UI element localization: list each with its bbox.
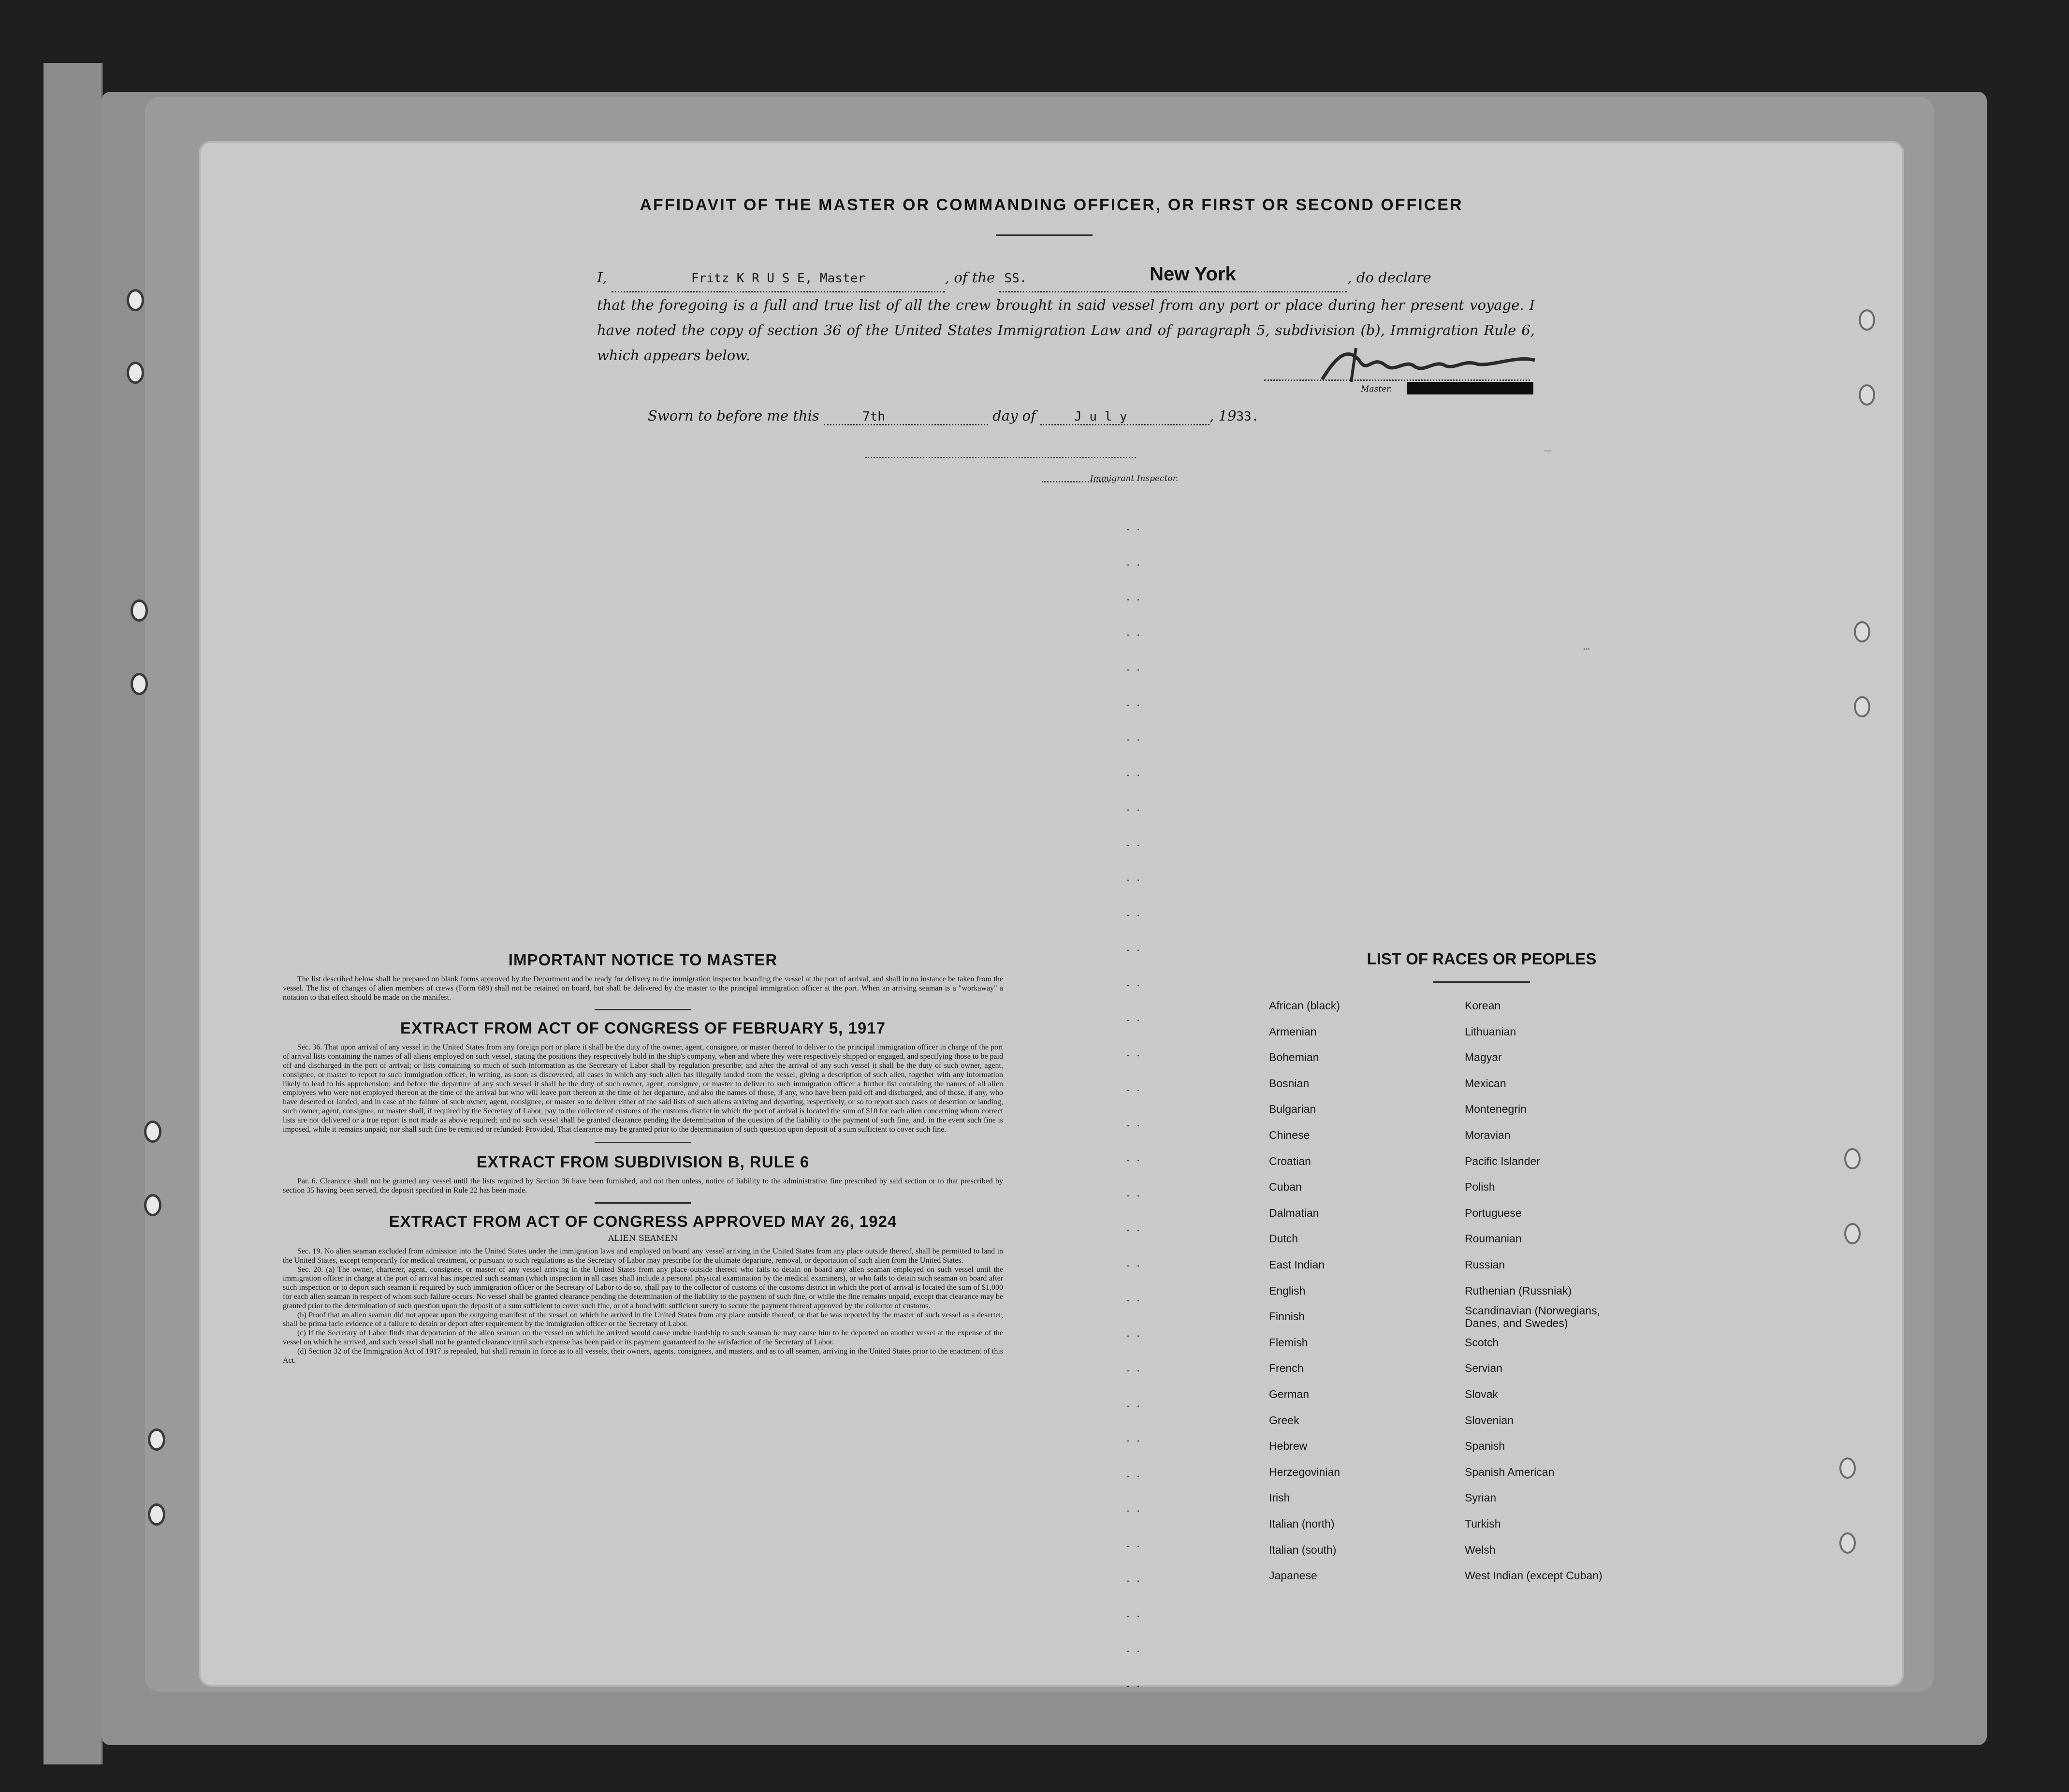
page-hole: [1839, 1457, 1856, 1479]
race-item: Dutch: [1269, 1232, 1298, 1245]
declaration-body: that the foregoing is a full and true list of all the crew brought in said vessel from any port or place during her present voyage. I have noted the copy of section 36 of the United States Immigration Law and of paragraph 5, subdivision (b), Immigration Rule 6, which appears below.: [597, 297, 1535, 364]
race-item: Cuban: [1269, 1180, 1302, 1194]
race-item: Mexican: [1465, 1077, 1506, 1090]
race-item: Moravian: [1465, 1129, 1511, 1141]
extract-1924-subtitle: ALIEN SEAMEN: [608, 1233, 678, 1243]
section-divider: [595, 1142, 691, 1143]
race-item: Armenian: [1269, 1025, 1317, 1038]
page-hole: [1854, 696, 1870, 717]
day-of-label: day of: [992, 408, 1036, 424]
race-item: Bohemian: [1269, 1051, 1319, 1064]
race-item: Japanese: [1269, 1569, 1317, 1582]
race-item: Scandinavian (Norwegians, Danes, and Swedes): [1465, 1304, 1600, 1330]
form-dot-column: .. .. .. .. .. .. .. .. .. .. .. .. .. .. .. .. .. .. .. .. .. .. .. .. .. .. .. .. .. .. .. .. .. ..: [1126, 521, 1147, 1690]
race-item: Spanish American: [1465, 1465, 1555, 1478]
race-item: Russian: [1465, 1258, 1505, 1271]
race-item: Hebrew: [1269, 1440, 1308, 1453]
race-item: African (black): [1269, 999, 1340, 1012]
extract-1924-title: EXTRACT FROM ACT OF CONGRESS APPROVED MAY 26, 1924: [389, 1212, 897, 1230]
page-hole: [1859, 384, 1875, 406]
race-item: Spanish: [1465, 1440, 1505, 1453]
binder-hole: [148, 1503, 165, 1526]
title-divider: [996, 234, 1093, 236]
notice-title: IMPORTANT NOTICE TO MASTER: [508, 951, 778, 969]
rule6-text: Par. 6. Clearance shall not be granted any vessel until the lists required by Section 36 have been furnished, and not then unless, notice of liability to the administrative fine prescribed by said section or to that prescribed by section 35 having been served, the deposit specified in Rule 22 has been made.: [283, 1177, 1003, 1195]
binder-hole: [144, 1194, 161, 1216]
race-item: Herzegovinian: [1269, 1465, 1340, 1478]
sworn-day-field: 7th: [824, 409, 988, 425]
declaration-of-the: , of the: [945, 269, 995, 286]
page-hole: [1839, 1532, 1856, 1554]
race-item: Bulgarian: [1269, 1103, 1316, 1116]
race-item: Roumanian: [1465, 1232, 1522, 1245]
page-hole: [1844, 1223, 1861, 1244]
sec20c-text: (c) If the Secretary of Labor finds that deportation of the alien seaman on the vessel on which he arrived would cause undue hardship to such seaman he may cause him to be deported on another vessel at the expense of the vessel on which he arrived, and such vessel shall not be granted clearance until such expense has been paid or its payment guaranteed to the satisfaction of the Secretary of Labor.: [283, 1329, 1003, 1346]
race-item: Croatian: [1269, 1154, 1311, 1167]
binder-hole: [131, 673, 148, 695]
declaration-i: I,: [597, 269, 607, 286]
race-item: German: [1269, 1388, 1310, 1400]
race-item: Magyar: [1465, 1051, 1502, 1064]
vessel-name: New York: [1150, 263, 1236, 285]
races-divider: [1433, 981, 1530, 983]
race-item: French: [1269, 1362, 1304, 1375]
section-divider: [595, 1009, 691, 1010]
master-name-field: Fritz K R U S E, Master: [612, 266, 945, 292]
race-item: Welsh: [1465, 1543, 1496, 1556]
sec20d-text: (d) Section 32 of the Immigration Act of 1917 is repealed, but shall remain in force as to all vessels, their owners, agents, consignees, and masters, and as to all seamen, arriving in the United States prior to the enactment of this Act.: [283, 1347, 1003, 1365]
notice-text: The list described below shall be prepared on blank forms approved by the Department and be ready for delivery to the immigration inspector boarding the vessel at the port of arrival, and shall in no instance be taken from the vessel. The list of changes of alien members of crews (Form 689) shall not be retained on board, but shall be delivered by the master to the principal immigration officer at the port. When an arriving seaman is a "workaway" a notation to that effect should be made on the manifest.: [283, 975, 1003, 1002]
inspector-label: Immigrant Inspector.: [1090, 474, 1179, 483]
race-item: Servian: [1465, 1362, 1502, 1375]
race-item: Bosnian: [1269, 1077, 1310, 1090]
inspector-signature-line: [865, 457, 1136, 458]
race-item: Syrian: [1465, 1491, 1497, 1504]
bleed-through-mark: —: [1544, 445, 1551, 457]
redaction-bar: [1407, 382, 1533, 394]
race-item: Finnish: [1269, 1310, 1305, 1323]
binder-hole: [144, 1121, 161, 1143]
race-item: Italian (south): [1269, 1543, 1337, 1556]
race-item: Italian (north): [1269, 1517, 1335, 1530]
race-item: English: [1269, 1284, 1306, 1297]
race-item: Ruthenian (Russniak): [1465, 1284, 1572, 1297]
race-item: Lithuanian: [1465, 1025, 1516, 1038]
master-signature: [1264, 336, 1583, 389]
sworn-text: Sworn to before me this: [648, 408, 819, 424]
master-label: Master.: [1361, 384, 1392, 394]
race-item: Montenegrin: [1465, 1103, 1527, 1116]
sec20b-text: (b) Proof that an alien seaman did not appear upon the outgoing manifest of the vessel on which he arrived in the United States from any place outside thereof, or that he was reported by the master of such vessel as a deserter, shall be prima facie evidence of a failure to detain or deport after requirement by the immigration officer or the Secretary of Labor.: [283, 1311, 1003, 1328]
extract-1917-title: EXTRACT FROM ACT OF CONGRESS OF FEBRUARY 5, 1917: [400, 1019, 886, 1037]
crew-manifest-page: [201, 143, 1902, 1690]
race-item: Korean: [1465, 999, 1501, 1012]
binder-hole: [148, 1428, 165, 1451]
vessel-field: [999, 263, 1347, 292]
race-item: Pacific Islander: [1465, 1154, 1540, 1167]
binder-hole: [127, 362, 144, 384]
binder-hole: [131, 599, 148, 622]
rule6-title: EXTRACT FROM SUBDIVISION B, RULE 6: [476, 1153, 810, 1171]
race-item: Slovak: [1465, 1388, 1499, 1400]
bleed-through-mark: …: [1583, 641, 1590, 653]
race-item: Polish: [1465, 1180, 1495, 1194]
page-hole: [1854, 621, 1870, 642]
sworn-line: [648, 408, 1259, 425]
race-item: Portuguese: [1465, 1206, 1522, 1219]
race-item: Turkish: [1465, 1517, 1501, 1530]
extract-1917-text: Sec. 36. That upon arrival of any vessel in the United States from any foreign port or place it shall be the duty of the owner, agent, consignee, or master thereof to deliver to the principal immigration officer in charge of the port of arrival lists containing the names of all aliens employed on such vessel, stating the positions they respectively hold in the ship's company, when and where they were respectively shipped or engaged, and specifying those to be paid off and discharged in the port of arrival; or lists containing so much of such information as the Secretary of Labor shall by regulation prescribe; and after the arrival of any such vessel it shall be the duty of such owner, agent, consignee, or master to report to such immigration officer, in writing, as soon as discovered, all cases in which any such alien has illegally landed from the vessel, giving a description of such alien, together with any information likely to lead to his apprehension; and before the departure of any such vessel it shall be the duty of such owner, agent, consignee, or master to deliver to such immigration officer a further list containing the names of all alien employees who were not employed thereon at the time of the arrival but who will leave port thereon at the time of her departure, and also the names of those, if any, who have been paid off and discharged, and of those, if any, who have deserted or landed; and in case of the failure of such owner, agent, consignee, or master so to deliver either of the said lists of such aliens arriving and departing, respectively, or so to report such cases of desertion or landing, such owner, agent, consignee, or master shall, if required by the Secretary of Labor, pay to the collector of customs of the customs district in which the port of arrival is located the sum of $10 for each alien concerning whom correct lists are not delivered or a true report is not made as above required; and no such vessel shall be granted clearance pending the determination of the question of the liability to the payment of such fine, and, in the event such fine is imposed, while it remains unpaid; nor shall such fine be remitted or refunded: Provided, That clearance may be granted prior to the determination of such question upon deposit of a sum sufficient to cover such fine.: [283, 1043, 1003, 1134]
signature-line: [1264, 379, 1530, 381]
race-item: Dalmatian: [1269, 1206, 1319, 1219]
affidavit-title: AFFIDAVIT OF THE MASTER OR COMMANDING OFFICER, OR FIRST OR SECOND OFFICER: [640, 196, 1463, 214]
sworn-year: 33.: [1236, 409, 1259, 424]
race-item: Slovenian: [1465, 1413, 1514, 1427]
races-title: LIST OF RACES OR PEOPLES: [1367, 950, 1597, 968]
binder-hole: [127, 289, 144, 311]
page-hole: [1844, 1148, 1861, 1169]
sec19-text: Sec. 19. No alien seaman excluded from admission into the United States under the immigration laws and employed on board any vessel arriving in the United States from any place outside thereof, shall be permitted to land in the United States, except temporarily for medical treatment, or pursuant to such regulations as the Secretary of Labor may prescribe for the ultimate departure, removal, or deportation of such alien from the United States.: [283, 1247, 1003, 1265]
race-item: Chinese: [1269, 1129, 1310, 1141]
declaration-line-1: [597, 263, 1535, 292]
sworn-year-prefix: , 19: [1209, 408, 1237, 424]
sec20a-text: Sec. 20. (a) The owner, charterer, agent, consignee, or master of any vessel arriving in the United States from any place outside thereof who fails to detain on board any alien seaman employed on such vessel until the immigration officer in charge at the port of arrival has inspected such seaman (which inspection in all cases shall include a personal physical examination by the medical examiners), or who fails to detain such seaman on board after such inspection or to deport such seaman if required by such immigration officer or the Secretary of Labor to do so, shall pay to the collector of customs of the customs district in which the port of arrival is located the sum of $1,000 for each alien seaman in respect of whom such failure occurs. No vessel shall be granted clearance pending the determination of the liability to the payment of such fine, or while the fine remains unpaid, except that clearance may be granted prior to the determination of such question upon the deposit of a sum sufficient to cover such fine, or of a bond with sufficient surety to secure the payment thereof approved by the collector of customs.: [283, 1265, 1003, 1310]
section-divider: [595, 1202, 691, 1204]
race-item: Flemish: [1269, 1336, 1308, 1349]
binder-left-edge: [44, 63, 103, 1764]
notice-section: [283, 951, 1003, 1365]
race-item: Scotch: [1465, 1336, 1499, 1349]
race-item: West Indian (except Cuban): [1465, 1569, 1603, 1582]
page-hole: [1859, 309, 1875, 331]
race-item: East Indian: [1269, 1258, 1325, 1271]
race-item: Irish: [1269, 1491, 1290, 1504]
sworn-month-field: J u l y: [1040, 409, 1209, 425]
race-item: Greek: [1269, 1413, 1299, 1427]
declaration-do-declare: , do declare: [1347, 269, 1431, 286]
vessel-prefix: SS.: [1004, 271, 1027, 286]
